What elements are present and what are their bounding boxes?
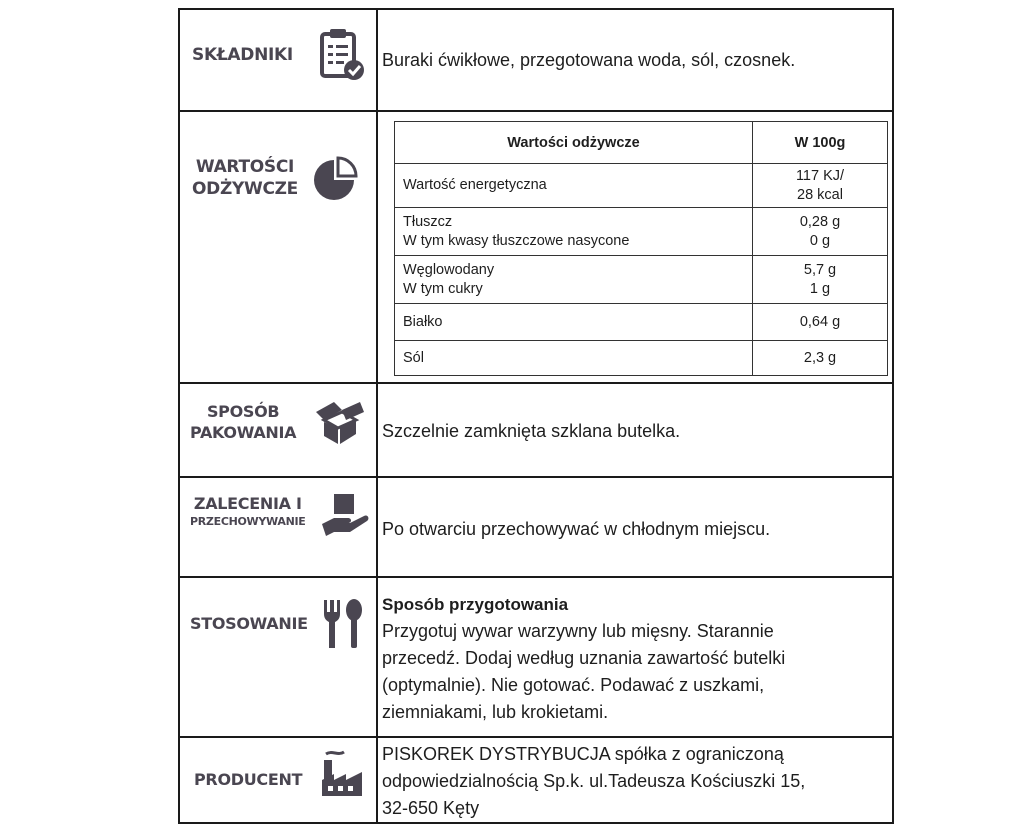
packaging-text: Szczelnie zamknięta szklana butelka. [382, 421, 681, 441]
producer-line: odpowiedzialnością Sp.k. ul.Tadeusza Kościuszki 15, [382, 771, 806, 791]
usage-title: Sposób przygotowania [382, 595, 569, 614]
hand-holding-box-icon [320, 492, 370, 538]
table-row [395, 164, 888, 208]
row-name: Białko [395, 304, 753, 341]
row-value: 5,7 g 1 g [753, 256, 888, 304]
storage-row [180, 478, 892, 578]
header-value: W 100g [753, 122, 888, 164]
nutrition-table [394, 121, 888, 376]
producer-line: 32-650 Kęty [382, 798, 480, 818]
factory-icon [318, 748, 366, 800]
storage-label-line1: ZALECENIA I [193, 494, 302, 513]
usage-label-cell [180, 578, 378, 736]
packaging-label-line1: SPOSÓB [206, 402, 280, 421]
nutrition-row [180, 112, 892, 384]
row-value: 2,3 g [753, 341, 888, 376]
usage-line: (optymalnie). Nie gotować. Podawać z uszkami, [382, 675, 765, 695]
nutrition-table-header [395, 122, 888, 164]
storage-label [190, 494, 306, 529]
row-value: 117 KJ/ 28 kcal [753, 164, 888, 208]
usage-row [180, 578, 892, 738]
usage-content [382, 591, 888, 726]
table-row [395, 208, 888, 256]
producer-line: PISKOREK DYSTRYBUCJA spółka z ograniczoną [382, 744, 784, 764]
producer-content [382, 741, 888, 822]
clipboard-check-icon [318, 28, 366, 82]
row-name: Wartość energetyczna [395, 164, 753, 208]
nutrition-label [192, 156, 298, 200]
nutrition-label-cell [180, 112, 378, 382]
fork-spoon-icon [320, 598, 364, 650]
row-name: Węglowodany W tym cukry [395, 256, 753, 304]
ingredients-text: Buraki ćwikłowe, przegotowana woda, sól, czosnek. [382, 50, 796, 70]
producer-label: PRODUCENT [194, 770, 303, 789]
row-name: Sól [395, 341, 753, 376]
product-info-sheet [178, 8, 894, 824]
producer-row [180, 738, 892, 822]
row-value: 0,28 g 0 g [753, 208, 888, 256]
packaging-label-line2: PAKOWANIA [190, 422, 297, 442]
nutrition-label-line2: ODŻYWCZE [192, 179, 298, 200]
ingredients-row [180, 10, 892, 112]
ingredients-label: SKŁADNIKI [192, 45, 293, 65]
table-row [395, 304, 888, 341]
usage-label: STOSOWANIE [190, 614, 308, 633]
header-name: Wartości odżywcze [395, 122, 753, 164]
pie-chart-icon [312, 156, 360, 204]
table-row [395, 341, 888, 376]
row-name: Tłuszcz W tym kwasy tłuszczowe nasycone [395, 208, 753, 256]
storage-label-cell [180, 478, 378, 576]
usage-line: ziemniakami, lub krokietami. [382, 702, 609, 722]
row-value: 0,64 g [753, 304, 888, 341]
packaging-row [180, 384, 892, 478]
usage-line: Przygotuj wywar warzywny lub mięsny. Starannie [382, 621, 774, 641]
ingredients-label-cell [180, 10, 378, 110]
packaging-label-cell [180, 384, 378, 476]
nutrition-label-line1: WARTOŚCI [195, 157, 295, 177]
storage-text: Po otwarciu przechowywać w chłodnym miejscu. [382, 519, 771, 539]
producer-label-cell [180, 738, 378, 822]
usage-line: przecedź. Dodaj według uznania zawartość butelki [382, 648, 786, 668]
table-row [395, 256, 888, 304]
packaging-label [190, 402, 296, 444]
storage-label-line2: PRZECHOWYWANIE [190, 514, 306, 528]
open-box-icon [312, 398, 366, 448]
